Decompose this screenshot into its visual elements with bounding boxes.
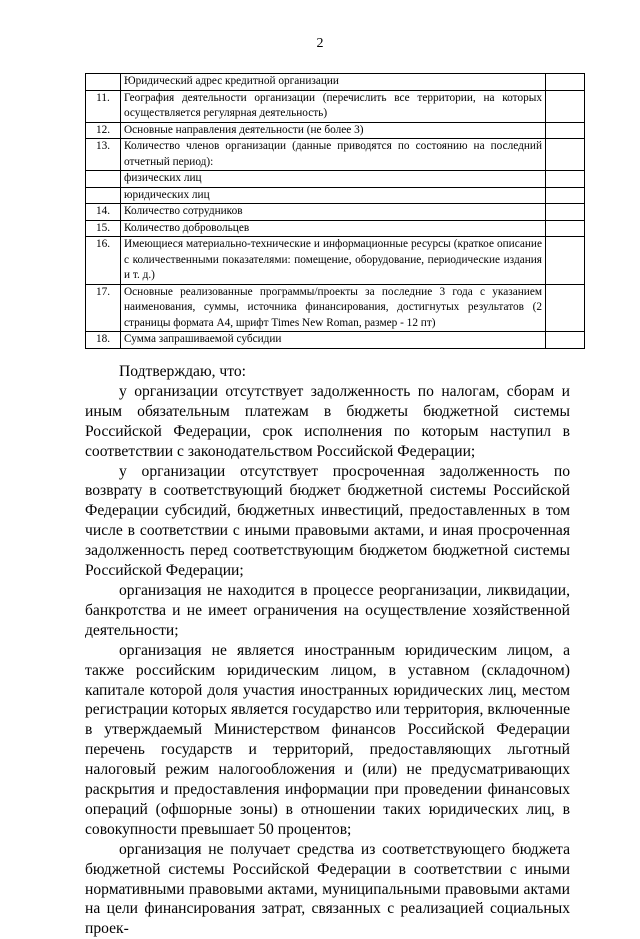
row-number: 18. — [86, 332, 121, 349]
confirmation-paragraph: у организации отсутствует просроченная задолженность по возврату в соответствующий бюджет бюджетной системы Российской Федерации субсидий, бюджетных инвестиций, предоставленных в том числе в соответствии с иными правовыми актами, и иная просроченная задолженность перед соответствующим бюджетом бюджетной системы Российской Федерации; — [85, 462, 570, 580]
confirmation-paragraph: у организации отсутствует задолженность по налогам, сборам и иным обязательным платежам в бюджеты бюджетной системы Российской Федерации, срок исполнения по которым наступил в соответствии с законодательством Российской Федерации; — [85, 382, 570, 460]
row-number: 15. — [86, 220, 121, 237]
table-row — [86, 332, 585, 349]
row-value-cell[interactable] — [546, 90, 585, 122]
row-value-cell[interactable] — [546, 74, 585, 91]
row-label: Количество членов организации (данные приводятся по состоянию на последний отчетный период): — [121, 139, 546, 171]
row-number — [86, 187, 121, 204]
table-row — [86, 220, 585, 237]
table-row — [86, 139, 585, 171]
row-value-cell[interactable] — [546, 122, 585, 139]
table-row — [86, 187, 585, 204]
row-label: физических лиц — [121, 171, 546, 188]
row-number: 16. — [86, 237, 121, 285]
row-value-cell[interactable] — [546, 171, 585, 188]
row-number — [86, 74, 121, 91]
table-row — [86, 74, 585, 91]
row-value-cell[interactable] — [546, 284, 585, 332]
confirmation-intro: Подтверждаю, что: — [119, 363, 247, 380]
row-value-cell[interactable] — [546, 237, 585, 285]
row-number: 12. — [86, 122, 121, 139]
row-label: Основные реализованные программы/проекты за последние 3 года с указанием наименования, суммы, источника финансирования, достигнутых результатов (2 страницы формата А4, шрифт Times New Roman, размер - 12 пт) — [121, 284, 546, 332]
confirmation-paragraph: организация не получает средства из соответствующего бюджета бюджетной системы Российской Федерации в соответствии с иными нормативными правовыми актами, муниципальными правовыми актами на цели финансирования затрат, связанных с реализацией социальных проек- — [85, 840, 570, 938]
row-value-cell[interactable] — [546, 204, 585, 221]
table-row — [86, 90, 585, 122]
row-number — [86, 171, 121, 188]
row-label: Основные направления деятельности (не более 3) — [121, 122, 546, 139]
row-number: 13. — [86, 139, 121, 171]
confirmation-paragraph: организация не находится в процессе реорганизации, ликвидации, банкротства и не имеет ограничения на осуществление хозяйственной деятельности; — [85, 581, 570, 639]
row-number: 17. — [86, 284, 121, 332]
table-row — [86, 171, 585, 188]
row-label: Количество добровольцев — [121, 220, 546, 237]
table-row — [86, 237, 585, 285]
row-value-cell[interactable] — [546, 139, 585, 171]
row-label: Количество сотрудников — [121, 204, 546, 221]
row-label: Имеющиеся материально-технические и информационные ресурсы (краткое описание с количественными показателями: помещение, оборудование, периодические издания и т. д.) — [121, 237, 546, 285]
row-number: 14. — [86, 204, 121, 221]
confirmation-section — [85, 362, 570, 939]
table-row — [86, 284, 585, 332]
row-label: География деятельности организации (перечислить все территории, на которых осуществляется регулярная деятельность) — [121, 90, 546, 122]
page-number: 2 — [316, 36, 324, 51]
row-value-cell[interactable] — [546, 187, 585, 204]
row-label: Юридический адрес кредитной организации — [121, 74, 546, 91]
row-value-cell[interactable] — [546, 220, 585, 237]
table-row — [86, 122, 585, 139]
confirmation-paragraph: организация не является иностранным юридическим лицом, а также российским юридическим лицом, в уставном (складочном) капитале которой доля участия иностранных юридических лиц, местом регистрации которых является государство или территория, включенные в утверждаемый Министерством финансов Российской Федерации перечень государств и территорий, предоставляющих льготный налоговый режим налогообложения и (или) не предусматривающих раскрытия и предоставления информации при проведении финансовых операций (офшорные зоны) в отношении таких юридических лиц, в совокупности превышает 50 процентов; — [85, 641, 570, 838]
row-number: 11. — [86, 90, 121, 122]
row-label: Сумма запрашиваемой субсидии — [121, 332, 546, 349]
row-value-cell[interactable] — [546, 332, 585, 349]
row-label: юридических лиц — [121, 187, 546, 204]
application-form-table — [85, 73, 585, 349]
table-row — [86, 204, 585, 221]
